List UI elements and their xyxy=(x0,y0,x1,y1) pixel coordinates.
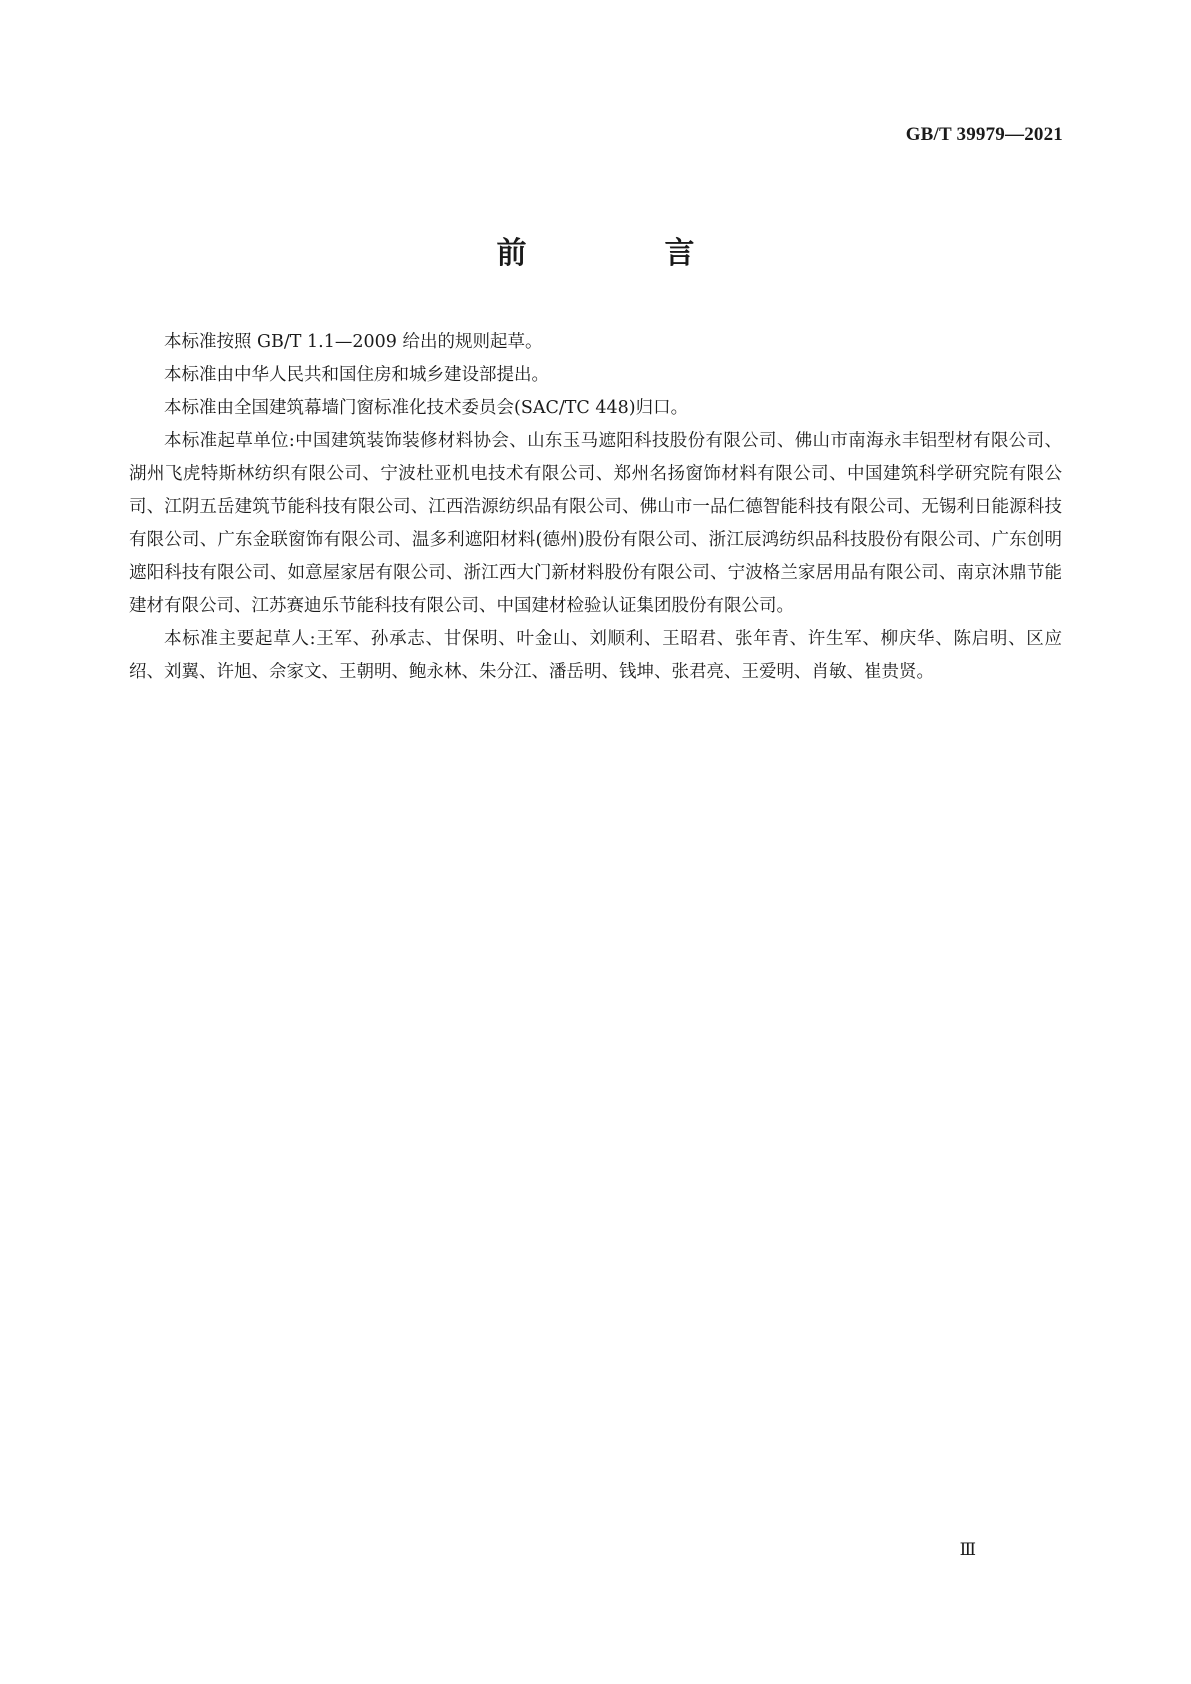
page-title: 前 言 xyxy=(496,236,749,271)
paragraph-drafting-rules: 本标准按照 GB/T 1.1—2009 给出的规则起草。 xyxy=(164,332,543,352)
paragraph-drafting-units: 本标准起草单位:中国建筑装饰装修材料协会、山东玉马遮阳科技股份有限公司、佛山市南海永丰铝型材有限公司、湖州飞虎特斯林纺织有限公司、宁波杜亚机电技术有限公司、郑州名扬窗饰材料有限公司、中国建筑科学研究院有限公司、江阴五岳建筑节能科技有限公司、江西浩源纺织品有限公司、佛山市一品仁德智能科技有限公司、无锡利日能源科技有限公司、广东金联窗饰有限公司、温多利遮阳材料(德州)股份有限公司、浙江辰鸿纺织品科技股份有限公司、广东创明遮阳科技有限公司、如意屋家居有限公司、浙江西大门新材料股份有限公司、宁波格兰家居用品有限公司、南京沐鼎节能建材有限公司、江苏赛迪乐节能科技有限公司、中国建材检验认证集团股份有限公司。 xyxy=(129,431,1062,616)
foreword-body xyxy=(129,326,1062,689)
paragraph-proposer: 本标准由中华人民共和国住房和城乡建设部提出。 xyxy=(164,365,549,385)
page-number: Ⅲ xyxy=(959,1540,975,1559)
paragraph-main-drafters: 本标准主要起草人:王军、孙承志、甘保明、叶金山、刘顺利、王昭君、张年青、许生军、柳庆华、陈启明、区应绍、刘翼、许旭、佘家文、王朝明、鲍永林、朱分江、潘岳明、钱坤、张君亮、王爱明、肖敏、崔贵贤。 xyxy=(129,629,1062,682)
paragraph-centralized: 本标准由全国建筑幕墙门窗标准化技术委员会(SAC/TC 448)归口。 xyxy=(164,398,689,418)
standard-code: GB/T 39979—2021 xyxy=(905,124,1063,145)
